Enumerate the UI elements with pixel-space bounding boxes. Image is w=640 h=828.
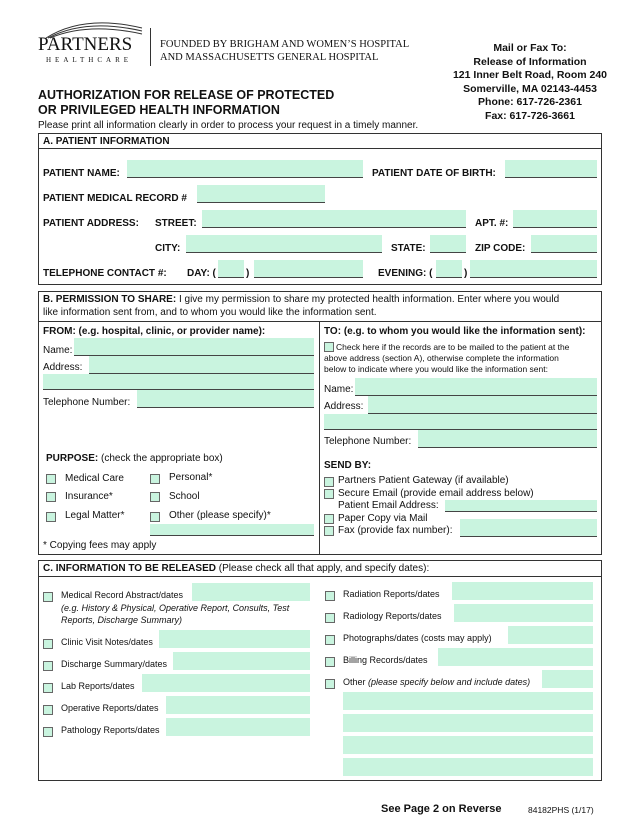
purpose-hint: (check the appropriate box) — [98, 453, 223, 464]
billing-records-dates-field[interactable] — [438, 648, 593, 666]
mail-to-patient-checkbox[interactable] — [324, 342, 334, 352]
section-b-header — [43, 294, 559, 305]
to-check-line1: Check here if the records are to be mailed to the patient at the — [336, 342, 570, 352]
section-b-divider — [319, 321, 320, 555]
other-label-text: Other — [343, 677, 369, 687]
evening-area-code-field[interactable] — [436, 260, 462, 278]
instructions: Please print all information clearly in order to process your request in a timely manner. — [38, 120, 419, 131]
patient-email-field[interactable] — [445, 500, 597, 512]
abstract-dates-field[interactable] — [192, 583, 310, 601]
clinic-notes-checkbox[interactable] — [43, 639, 53, 649]
day-phone-field[interactable] — [254, 260, 363, 278]
send-gateway-checkbox[interactable] — [324, 477, 334, 487]
mail-line2: Release of Information — [473, 55, 587, 68]
purpose-school-label: School — [169, 491, 200, 502]
from-header: FROM: (e.g. hospital, clinic, or provider name): — [43, 326, 266, 337]
clinic-notes-label: Clinic Visit Notes/dates — [61, 637, 153, 647]
pathology-reports-dates-field[interactable] — [166, 718, 310, 736]
radiology-reports-label: Radiology Reports/dates — [343, 611, 442, 621]
other-specify-line-1[interactable] — [343, 692, 593, 710]
section-a-header: A. PATIENT INFORMATION — [43, 136, 170, 147]
from-phone-label: Telephone Number: — [43, 397, 131, 408]
purpose-label — [46, 453, 223, 464]
to-name-field[interactable] — [355, 378, 597, 396]
lab-reports-label: Lab Reports/dates — [61, 681, 135, 691]
other-specify-line-2[interactable] — [343, 714, 593, 732]
see-page-2: See Page 2 on Reverse — [381, 803, 502, 815]
purpose-medical-care-checkbox[interactable] — [46, 474, 56, 484]
evening-phone-field[interactable] — [470, 260, 597, 278]
section-a-header-rule — [38, 148, 602, 149]
section-b-header-text: I give my permission to share my protected health information. Enter where you would — [176, 294, 560, 305]
radiology-reports-checkbox[interactable] — [325, 613, 335, 623]
founded-line1: FOUNDED BY BRIGHAM AND WOMEN’S HOSPITAL — [160, 39, 410, 50]
radiation-reports-label: Radiation Reports/dates — [343, 589, 440, 599]
city-label: CITY: — [155, 243, 181, 254]
patient-email-label: Patient Email Address: — [338, 500, 439, 511]
photographs-checkbox[interactable] — [325, 635, 335, 645]
city-field[interactable] — [186, 235, 382, 253]
purpose-school-checkbox[interactable] — [150, 492, 160, 502]
discharge-summary-dates-field[interactable] — [173, 652, 310, 670]
patient-name-field[interactable] — [127, 160, 363, 178]
purpose-medical-care-label: Medical Care — [65, 473, 124, 484]
dob-field[interactable] — [505, 160, 597, 178]
from-name-field[interactable] — [74, 338, 314, 356]
send-fax-label: Fax (provide fax number): — [338, 525, 453, 536]
day-label: DAY: ( — [187, 268, 216, 279]
mail-line3: 121 Inner Belt Road, Room 240 — [452, 69, 608, 81]
mail-line4: Somerville, MA 02143-4453 — [463, 82, 597, 95]
purpose-insurance-checkbox[interactable] — [46, 492, 56, 502]
from-address-field-2[interactable] — [43, 374, 314, 390]
mail-phone: Phone: 617-726-2361 — [478, 96, 582, 108]
operative-reports-label: Operative Reports/dates — [61, 703, 159, 713]
zip-label: ZIP CODE: — [475, 243, 526, 254]
pathology-reports-checkbox[interactable] — [43, 727, 53, 737]
patient-name-label: PATIENT NAME: — [43, 168, 120, 179]
abstract-label: Medical Record Abstract/dates — [61, 590, 184, 600]
send-paper-copy-checkbox[interactable] — [324, 514, 334, 524]
to-check-line3: below to indicate where you would like the information sent: — [324, 364, 548, 374]
evening-paren: ) — [464, 268, 468, 279]
state-field[interactable] — [430, 235, 466, 253]
state-label: STATE: — [391, 243, 426, 254]
send-by-label: SEND BY: — [324, 460, 372, 471]
purpose-legal-label: Legal Matter* — [65, 510, 125, 521]
from-phone-field[interactable] — [137, 390, 314, 408]
address-label: PATIENT ADDRESS: — [43, 218, 139, 229]
zip-field[interactable] — [531, 235, 597, 253]
to-address-field-2[interactable] — [324, 414, 597, 430]
to-phone-field[interactable] — [418, 430, 597, 448]
pathology-reports-label: Pathology Reports/dates — [61, 725, 160, 735]
other-label-hint: (please specify below and include dates) — [368, 677, 531, 687]
street-field[interactable] — [202, 210, 466, 228]
other-label — [343, 677, 530, 687]
photographs-label: Photographs/dates (costs may apply) — [343, 633, 492, 643]
lab-reports-dates-field[interactable] — [142, 674, 310, 692]
form-title-line1: AUTHORIZATION FOR RELEASE OF PROTECTED — [38, 88, 335, 102]
partners-logo — [38, 18, 148, 68]
purpose-legal-checkbox[interactable] — [46, 512, 56, 522]
radiation-reports-checkbox[interactable] — [325, 591, 335, 601]
section-b-header-line2: like information sent from, and to whom you would like the information sent. — [43, 307, 377, 318]
purpose-personal-label: Personal* — [169, 472, 213, 483]
purpose-other-checkbox[interactable] — [150, 512, 160, 522]
apt-field[interactable] — [513, 210, 597, 228]
purpose-insurance-label: Insurance* — [65, 491, 113, 502]
section-b-header-title: B. PERMISSION TO SHARE: — [43, 294, 177, 305]
section-b-header-rule — [38, 321, 602, 322]
other-specify-line-4[interactable] — [343, 758, 593, 776]
from-address-label: Address: — [43, 362, 83, 373]
abstract-note-line2: Reports, Discharge Summary) — [61, 615, 183, 625]
fax-number-field[interactable] — [460, 519, 597, 537]
lab-reports-checkbox[interactable] — [43, 683, 53, 693]
radiology-reports-dates-field[interactable] — [454, 604, 593, 622]
clinic-notes-dates-field[interactable] — [159, 630, 310, 648]
photographs-dates-field[interactable] — [508, 626, 593, 644]
to-check-line2: above address (section A), otherwise complete the information — [324, 353, 559, 363]
telephone-label: TELEPHONE CONTACT #: — [43, 268, 167, 279]
other-dates-field[interactable] — [542, 670, 593, 688]
day-paren: ) — [246, 268, 250, 279]
other-checkbox[interactable] — [325, 679, 335, 689]
purpose-other-label: Other (please specify)* — [169, 510, 271, 521]
billing-records-label: Billing Records/dates — [343, 655, 428, 665]
discharge-summary-label: Discharge Summary/dates — [61, 659, 168, 669]
to-address-field[interactable] — [368, 396, 597, 414]
to-address-label: Address: — [324, 401, 364, 412]
to-phone-label: Telephone Number: — [324, 436, 412, 447]
send-secure-email-label: Secure Email (provide email address below) — [338, 488, 534, 499]
dob-label: PATIENT DATE OF BIRTH: — [372, 168, 496, 179]
mail-line1: Mail or Fax To: — [493, 42, 567, 54]
purpose-other-field[interactable] — [150, 524, 314, 536]
mail-fax: Fax: 617-726-3661 — [485, 109, 575, 122]
copy-fee-note: * Copying fees may apply — [43, 540, 157, 551]
apt-label: APT. #: — [475, 218, 509, 229]
logo-divider — [150, 28, 151, 66]
section-c-header-rule — [38, 576, 602, 577]
from-address-field[interactable] — [89, 356, 314, 374]
send-paper-copy-label: Paper Copy via Mail — [338, 513, 428, 524]
section-c-header-title: C. INFORMATION TO BE RELEASED — [43, 563, 216, 574]
other-specify-line-3[interactable] — [343, 736, 593, 754]
form-title-line2: OR PRIVILEGED HEALTH INFORMATION — [38, 103, 280, 117]
operative-reports-dates-field[interactable] — [166, 696, 310, 714]
billing-records-checkbox[interactable] — [325, 657, 335, 667]
purpose-title: PURPOSE: — [46, 453, 99, 464]
send-fax-checkbox[interactable] — [324, 526, 334, 536]
to-name-label: Name: — [324, 384, 354, 395]
mrn-label: PATIENT MEDICAL RECORD # — [43, 193, 187, 204]
mail-block — [430, 42, 630, 123]
section-c-header-text: (Please check all that apply, and specify dates): — [215, 563, 430, 574]
discharge-summary-checkbox[interactable] — [43, 661, 53, 671]
purpose-personal-checkbox[interactable] — [150, 474, 160, 484]
logo-name: PARTNERS — [38, 34, 133, 55]
send-gateway-label: Partners Patient Gateway (if available) — [338, 475, 509, 486]
mrn-field[interactable] — [197, 185, 325, 203]
section-c-header — [43, 563, 429, 574]
day-area-code-field[interactable] — [218, 260, 244, 278]
send-secure-email-checkbox[interactable] — [324, 489, 334, 499]
logo-sub: HEALTHCARE — [46, 56, 133, 64]
street-label: STREET: — [155, 218, 197, 229]
from-name-label: Name: — [43, 345, 73, 356]
abstract-note-line1: (e.g. History & Physical, Operative Report, Consults, Test — [61, 603, 290, 613]
radiation-reports-dates-field[interactable] — [452, 582, 593, 600]
founded-line2: AND MASSACHUSETTS GENERAL HOSPITAL — [160, 52, 379, 63]
abstract-checkbox[interactable] — [43, 592, 53, 602]
operative-reports-checkbox[interactable] — [43, 705, 53, 715]
evening-label: EVENING: ( — [378, 268, 433, 279]
to-header: TO: (e.g. to whom you would like the information sent): — [324, 326, 586, 337]
form-code: 84182PHS (1/17) — [528, 805, 594, 815]
